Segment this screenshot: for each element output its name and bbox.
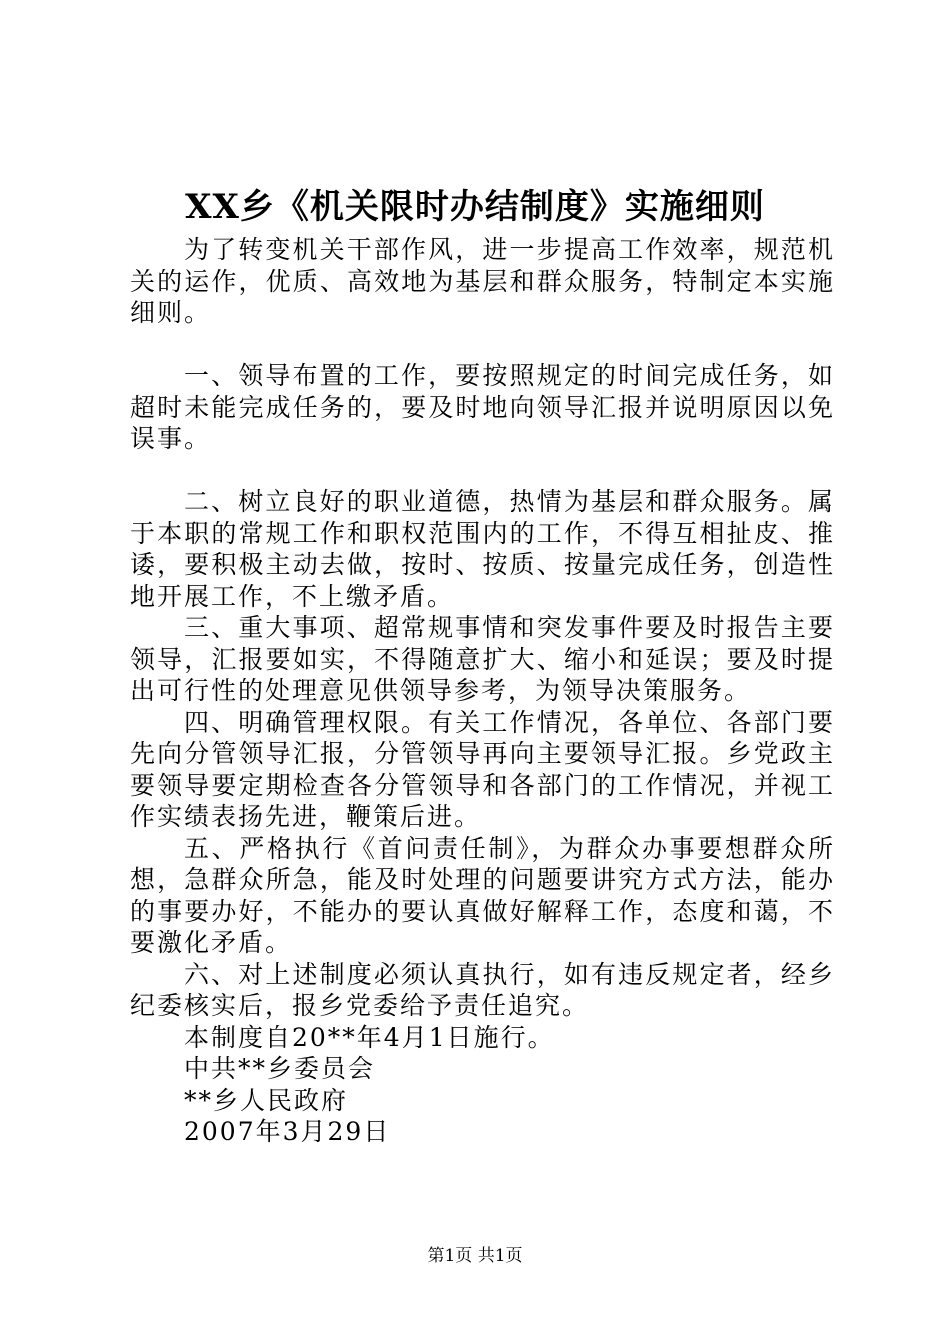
signature-government: **乡人民政府 [184,1085,349,1115]
article-4-paragraph: 四、明确管理权限。有关工作情况，各单位、各部门要先向分管领导汇报，分管领导再向主要领导汇报。乡党政主要领导要定期检查各分管领导和各部门的工作情况，并视工作实绩表扬先进，鞭策后进。 [130,707,835,831]
article-2-paragraph: 二、树立良好的职业道德，热情为基层和群众服务。属于本职的常规工作和职权范围内的工作，不得互相扯皮、推诿，要积极主动去做，按时、按质、按量完成任务，创造性地开展工作，不上缴矛盾。 [130,487,835,611]
signature-date: 2007年3月29日 [184,1117,391,1146]
intro-paragraph: 为了转变机关干部作风，进一步提高工作效率，规范机关的运作，优质、高效地为基层和群众服务，特制定本实施细则。 [130,235,835,327]
article-5-paragraph: 五、严格执行《首问责任制》，为群众办事要想群众所想，急群众所急，能及时处理的问题要讲究方式方法，能办的事要办好，不能办的要认真做好解释工作，态度和蔼，不要激化矛盾。 [130,833,835,957]
paragraph-gap [130,455,835,487]
signature-party-committee: 中共**乡委员会 [184,1054,376,1083]
document-body [130,234,835,1148]
article-1-paragraph: 一、领导布置的工作，要按照规定的时间完成任务，如超时未能完成任务的，要及时地向领导汇报并说明原因以免误事。 [130,361,835,453]
paragraph-gap [130,329,835,361]
document-title: XX乡《机关限时办结制度》实施细则 [185,187,765,227]
article-6-paragraph: 六、对上述制度必须认真执行，如有违反规定者，经乡纪委核实后，报乡党委给予责任追究。 [130,959,835,1020]
page-number-footer: 第1页 共1页 [427,1246,523,1266]
article-3-paragraph: 三、重大事项、超常规事情和突发事件要及时报告主要领导，汇报要如实，不得随意扩大、缩小和延误；要及时提出可行性的处理意见供领导参考，为领导决策服务。 [130,613,835,705]
effective-date-line: 本制度自20**年4月1日施行。 [184,1022,555,1052]
